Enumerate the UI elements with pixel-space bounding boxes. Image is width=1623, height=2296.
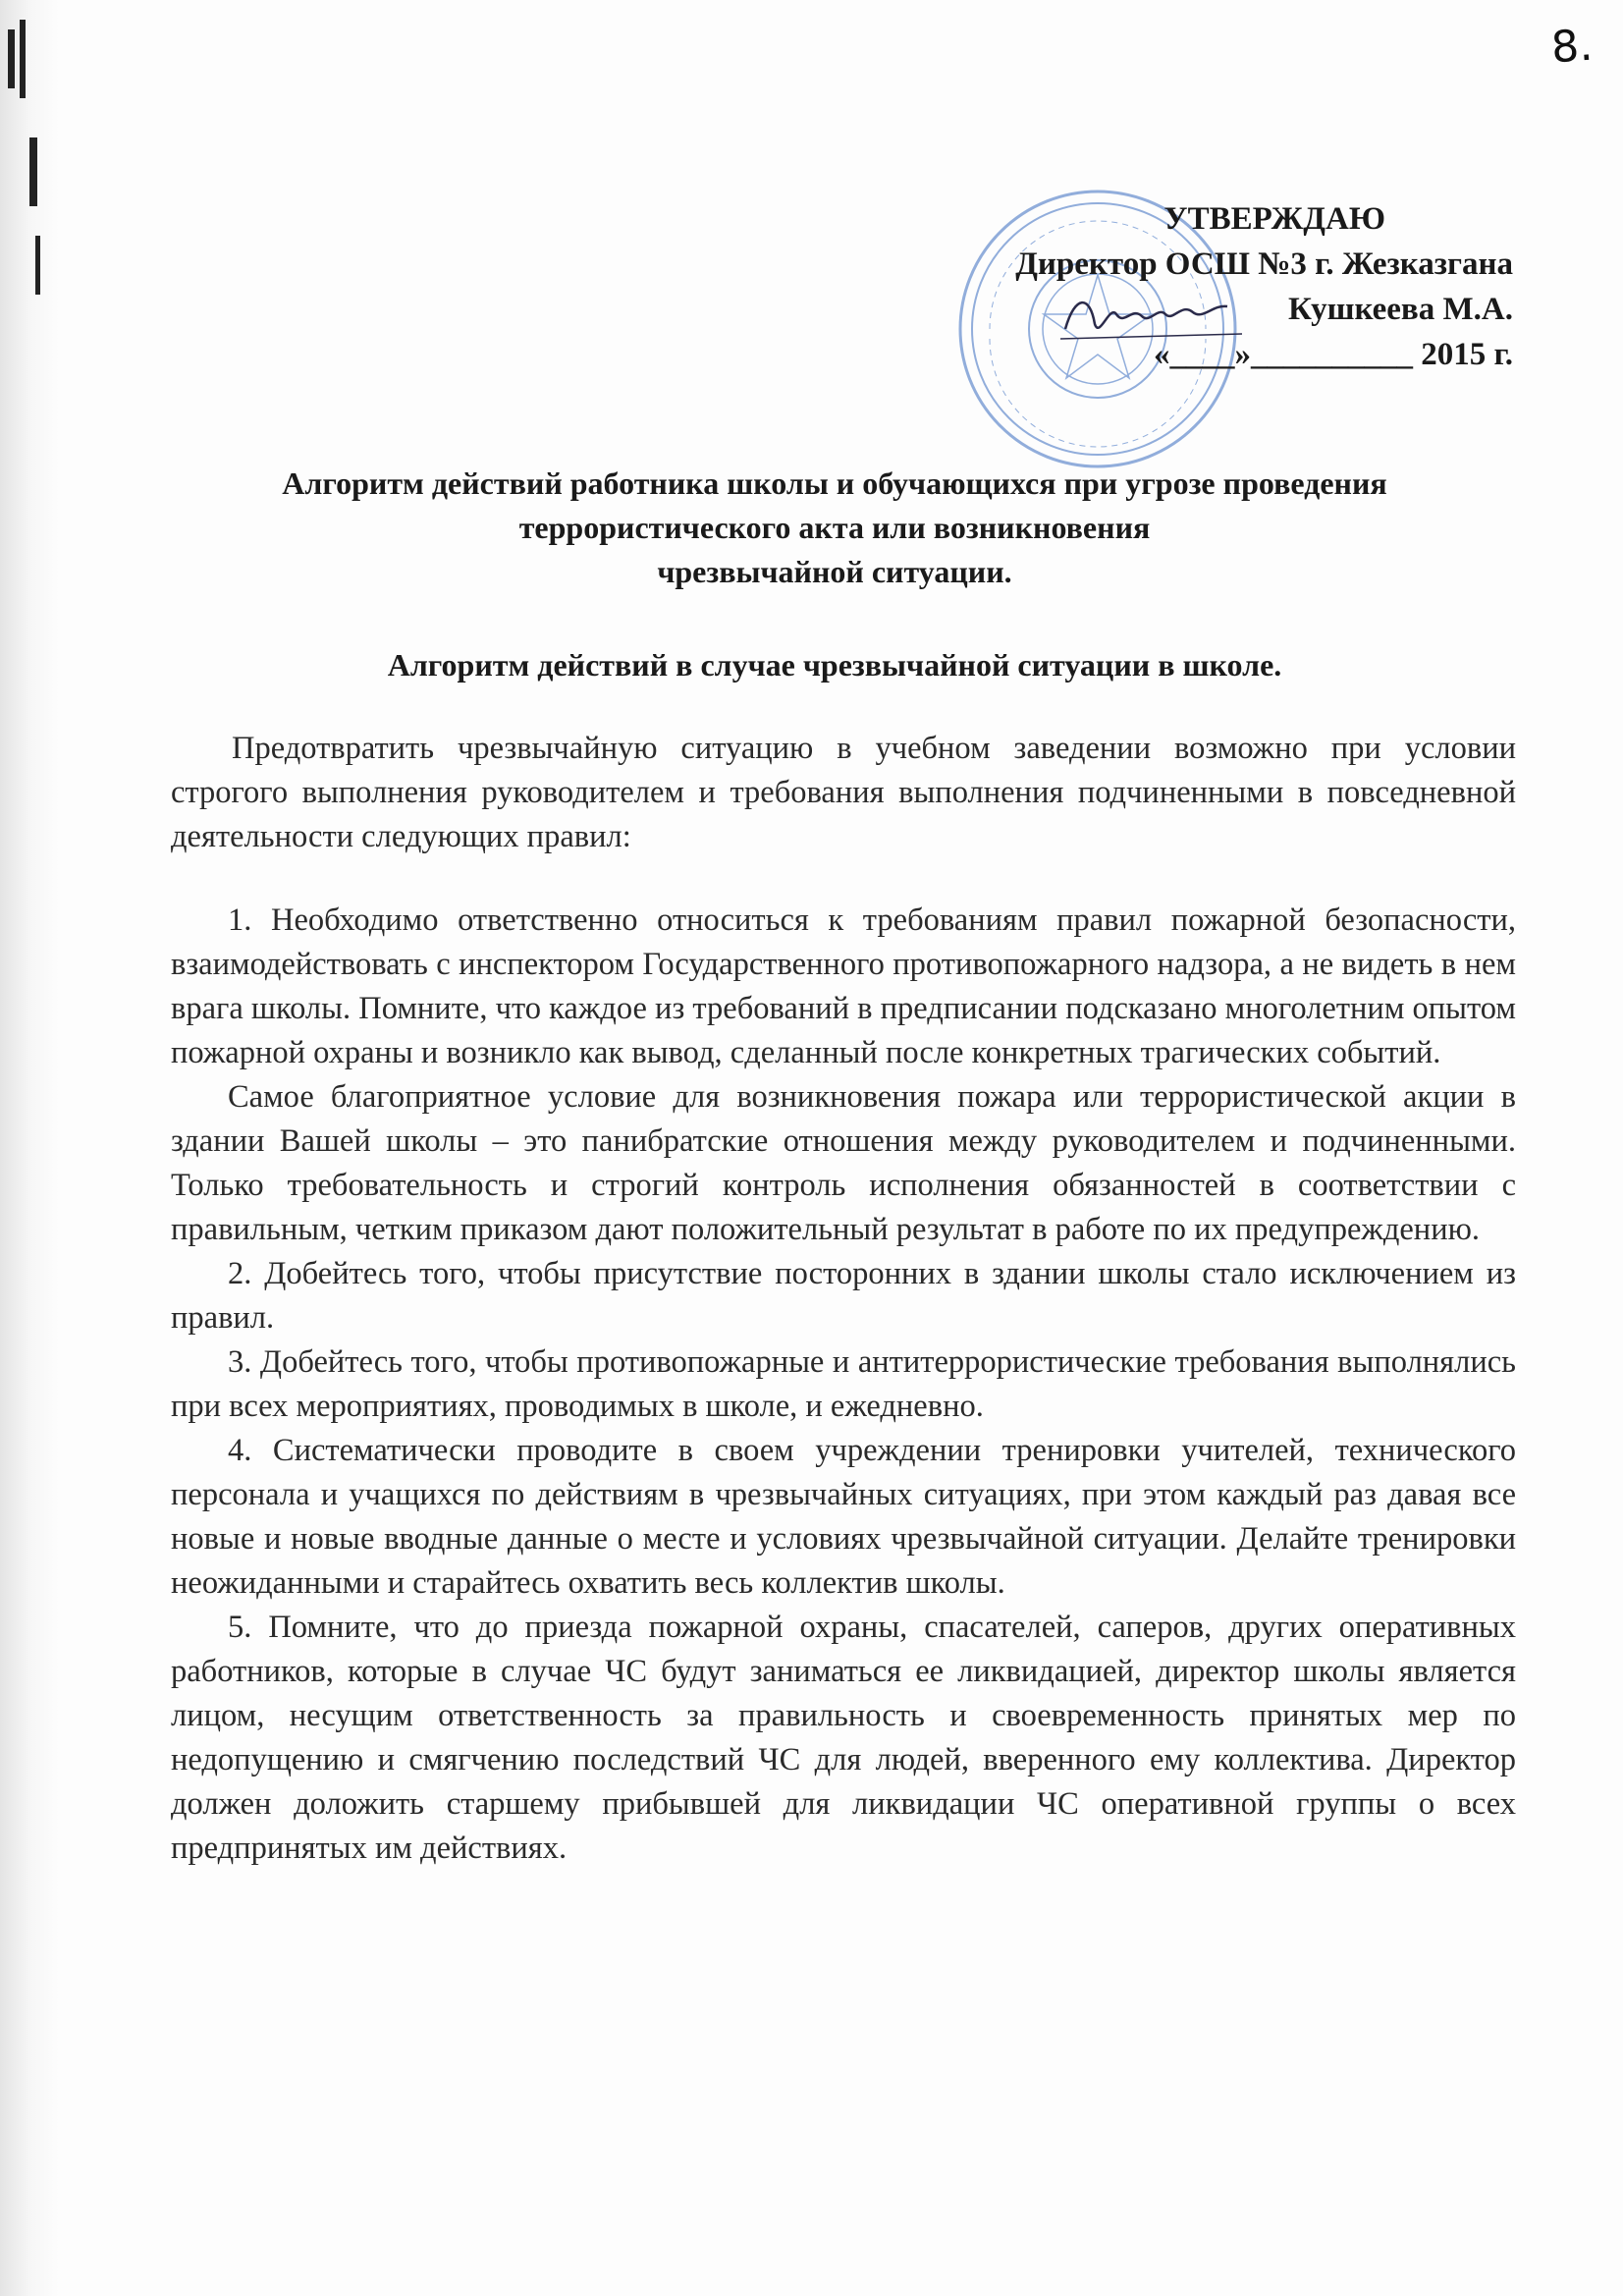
scan-edge-shadow bbox=[0, 0, 59, 2296]
rule-paragraph-2: 2. Добейтесь того, чтобы присутствие посторонних в здании школы стало исключением из правил. bbox=[171, 1256, 1516, 1336]
title-line: чрезвычайной ситуации. bbox=[657, 554, 1012, 589]
rule-paragraph-1-continued: Самое благоприятное условие для возникновения пожара или террористической акции в здании Вашей школы – это панибратские отношения между руководителем и подчиненными. Только требовательность и строгий контроль исполнения обязанностей в соответствии с правильным, четким приказом дают положительный результат в работе по их предупреждению. bbox=[171, 1079, 1516, 1247]
document-title bbox=[157, 462, 1512, 594]
approval-position: Директор ОСШ №3 г. Жезказгана bbox=[1015, 246, 1513, 282]
approval-signer: Кушкеева М.А. bbox=[1287, 292, 1513, 327]
approval-date: «____»__________ 2015 г. bbox=[1153, 337, 1513, 372]
title-line: Алгоритм действий работника школы и обучающихся при угрозе проведения bbox=[282, 465, 1387, 501]
approval-block bbox=[904, 196, 1513, 377]
scan-edge-mark bbox=[29, 137, 37, 206]
title-line: террористического акта или возникновения bbox=[518, 510, 1151, 545]
document-body bbox=[171, 727, 1516, 1871]
scan-edge-mark bbox=[35, 236, 40, 295]
intro-paragraph: Предотвратить чрезвычайную ситуацию в учебном заведении возможно при условии строгого выполнения руководителем и требования выполнения подчиненными в повседневной деятельности следующих правил: bbox=[171, 731, 1516, 854]
rule-paragraph-3: 3. Добейтесь того, чтобы противопожарные и антитеррористические требования выполнялись при всех мероприятиях, проводимых в школе, и ежедневно. bbox=[171, 1344, 1516, 1424]
approval-heading: УТВЕРЖДАЮ bbox=[1163, 201, 1385, 237]
scan-edge-mark bbox=[20, 20, 26, 98]
section-subtitle: Алгоритм действий в случае чрезвычайной ситуации в школе. bbox=[387, 647, 1282, 683]
rule-paragraph-1: 1. Необходимо ответственно относиться к требованиям правил пожарной безопасности, взаимодействовать с инспектором Государственного противопожарного надзора, а не видеть в нем врага школы. Помните, что каждое из требований в предписании подсказано многолетним опытом пожарной охраны и возникло как вывод, сделанный после конкретных трагических событий. bbox=[171, 902, 1516, 1070]
page-number: 8. bbox=[1549, 20, 1595, 74]
rule-paragraph-5: 5. Помните, что до приезда пожарной охраны, спасателей, саперов, других оперативных работников, которые в случае ЧС будут заниматься ее ликвидацией, директор школы является лицом, несущим ответственность за правильность и своевременность принятых мер по недопущению и смягчению последствий ЧС для людей, вверенного ему коллектива. Директор должен доложить старшему прибывшей для ликвидации ЧС оперативной группы о всех предпринятых им действиях. bbox=[171, 1610, 1516, 1866]
scan-edge-mark bbox=[8, 29, 15, 88]
rule-paragraph-4: 4. Систематически проводите в своем учреждении тренировки учителей, технического персонала и учащихся по действиям в чрезвычайных ситуациях, при этом каждый раз давая все новые и новые вводные данные о месте и условиях чрезвычайной ситуации. Делайте тренировки неожиданными и старайтесь охватить весь коллектив школы. bbox=[171, 1433, 1516, 1601]
